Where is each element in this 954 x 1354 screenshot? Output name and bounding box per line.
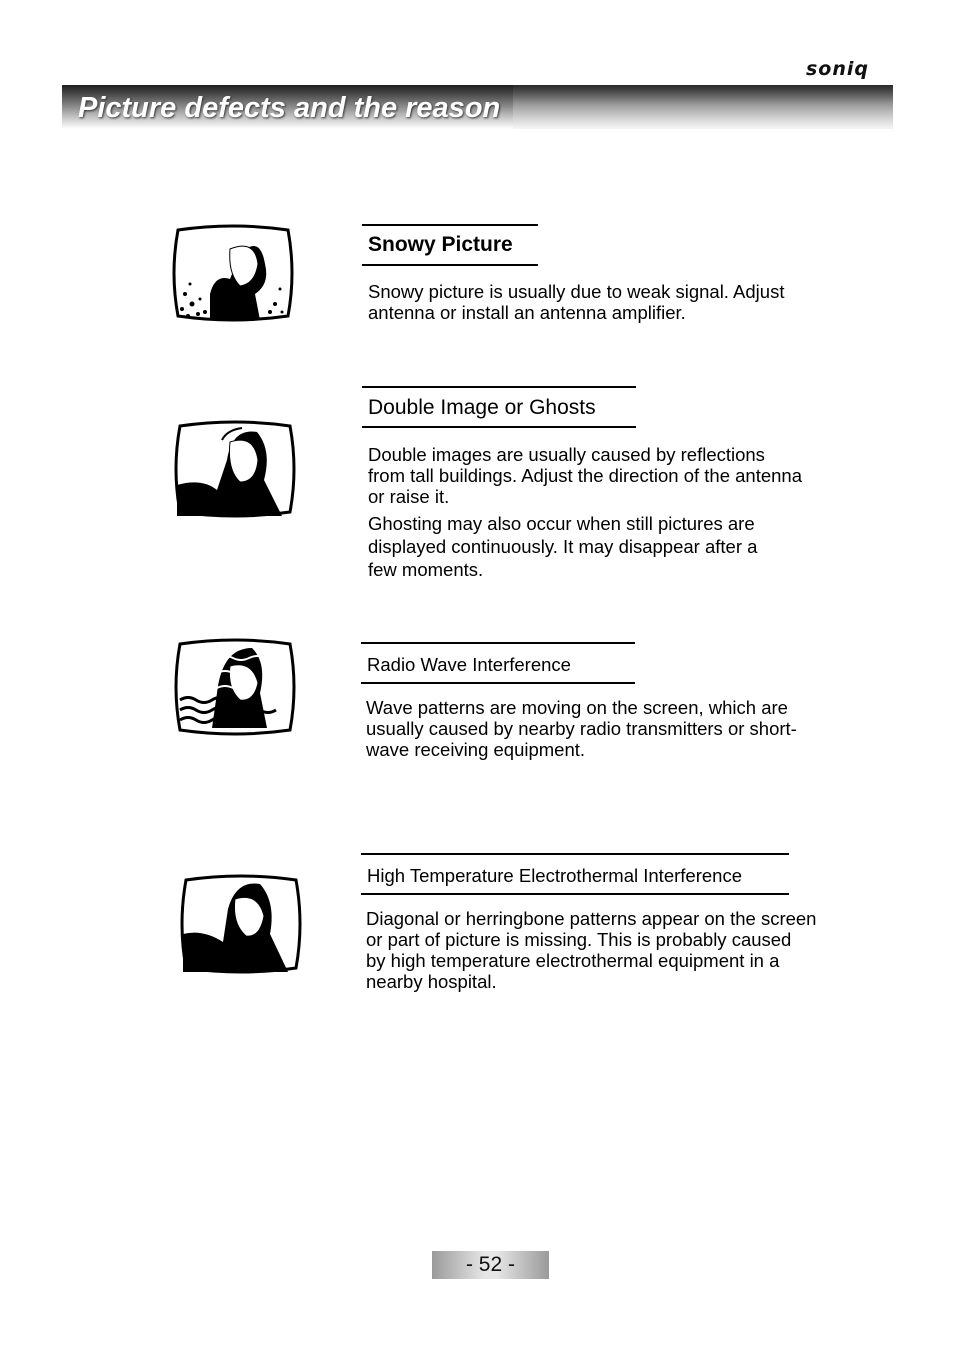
tv-snowy-icon [170, 224, 296, 322]
page-number: - 52 - [432, 1251, 549, 1279]
section-body-snowy: Snowy picture is usually due to weak signal. Adjust antenna or install an antenna amplifier. [368, 281, 785, 323]
tv-ghost-icon [172, 420, 298, 518]
brand-logo: soniq [806, 58, 870, 80]
tv-herringbone-icon [178, 874, 304, 974]
section-heading-snowy: Snowy Picture [362, 224, 538, 266]
section-body-ghosts: Double images are usually caused by reflections from tall buildings. Adjust the direction of the antenna or raise it. Ghosting may also occur when still pictures are displayed continuously. It may disappear after a few moments. [368, 444, 802, 580]
section-heading-ghosts: Double Image or Ghosts [362, 386, 636, 428]
section-body-electrothermal: Diagonal or herringbone patterns appear on the screen or part of picture is missing. This is probably caused by high temperature electrothermal equipment in a nearby hospital. [366, 908, 817, 992]
section-body-radio-wave: Wave patterns are moving on the screen, which are usually caused by nearby radio transmitters or short- wave receiving equipment. [366, 697, 797, 760]
tv-wave-icon [172, 638, 298, 736]
section-heading-electrothermal: High Temperature Electrothermal Interference [361, 853, 789, 895]
section-heading-radio-wave: Radio Wave Interference [361, 642, 635, 684]
page-title: Picture defects and the reason [78, 92, 501, 124]
header-bar-fade [513, 85, 893, 129]
